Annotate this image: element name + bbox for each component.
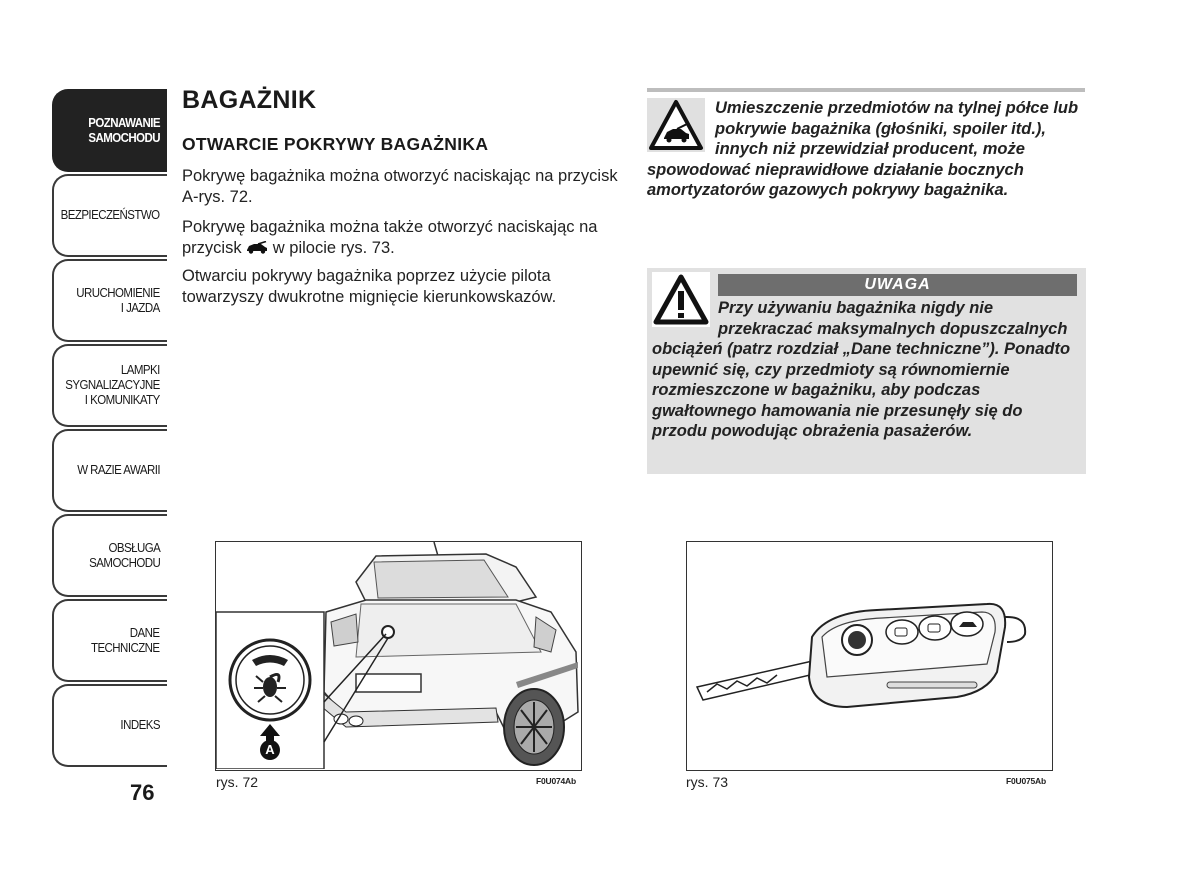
- figure-72-code: F0U074Ab: [536, 776, 576, 786]
- tab-label: DANE TECHNICZNE: [91, 625, 160, 655]
- tab-label: URUCHOMIENIE I JAZDA: [76, 285, 160, 315]
- tab-label: LAMPKI SYGNALIZACYJNE I KOMUNIKATY: [65, 363, 160, 407]
- figure-72-caption: rys. 72: [216, 774, 259, 790]
- tab-label: W RAZIE AWARII: [77, 463, 160, 477]
- marker-a-label: A: [265, 742, 275, 757]
- tab-poznawanie-samochodu[interactable]: [52, 89, 167, 172]
- divider: [647, 88, 1085, 92]
- paragraph-2: [182, 217, 622, 259]
- page-title: BAGAŻNIK: [182, 86, 317, 114]
- marker-a: [260, 740, 280, 760]
- tab-bezpieczenstwo[interactable]: [52, 174, 167, 257]
- badge-text: ABARTH: [254, 650, 286, 657]
- key-fob-illustration: [687, 542, 1051, 769]
- tab-label: POZNAWANIE SAMOCHODU: [88, 115, 160, 145]
- tab-lampki-sygnalizacyjne[interactable]: [52, 344, 167, 427]
- paragraph-2-text-b: w pilocie rys. 73.: [272, 239, 395, 257]
- note-body: Umieszczenie przedmiotów na tylnej półce lub pokrywie bagażnika (głośniki, spoiler itd.), innych niż przewidział producent, może spowodować nieprawidłowe działanie bocznych amortyzatorów gazowych pokrywy bagażnika.: [647, 99, 1079, 199]
- tab-uruchomienie-i-jazda[interactable]: [52, 259, 167, 342]
- page-number: 76: [130, 780, 155, 805]
- figure-72-car-rear: [215, 541, 582, 771]
- tab-w-razie-awarii[interactable]: [52, 429, 167, 512]
- tab-label: BEZPIECZEŃSTWO: [61, 208, 160, 222]
- tab-label: INDEKS: [120, 718, 160, 732]
- warning-text: [652, 298, 1077, 442]
- tab-label: OBSŁUGA SAMOCHODU: [88, 540, 160, 570]
- trunk-button-icon: [246, 241, 268, 254]
- note-text: [647, 98, 1087, 201]
- paragraph-2-text-a: Pokrywę bagażnika można także otworzyć naciskając na przycisk: [182, 218, 598, 257]
- section-title: OTWARCIE POKRYWY BAGAŻNIKA: [182, 134, 489, 154]
- tab-dane-techniczne[interactable]: [52, 599, 167, 682]
- figure-73-caption: rys. 73: [686, 774, 729, 790]
- tab-obsluga-samochodu[interactable]: [52, 514, 167, 597]
- figure-73-code: F0U075Ab: [1006, 776, 1046, 786]
- paragraph-1: Pokrywę bagażnika można otworzyć naciskając na przycisk A-rys. 72.: [182, 167, 618, 206]
- warning-body: Przy używaniu bagażnika nigdy nie przekraczać maksymalnych dopuszczalnych obciążeń (patrz rozdział „Dane techniczne”). Ponadto upewnić się, czy przedmioty są równomiernie rozmieszczone w bagażniku, aby podczas gwałtownego hamowania nie przesunęły się do przodu powodując obrażenia pasażerów.: [652, 299, 1071, 440]
- chapter-tabs: [52, 89, 167, 769]
- warning-header: UWAGA: [718, 274, 1077, 296]
- tab-indeks[interactable]: [52, 684, 167, 767]
- paragraph-3: Otwarciu pokrywy bagażnika poprzez użycie pilota towarzyszy dwukrotne mignięcie kierunkowskazów.: [182, 267, 557, 306]
- figure-73-key-fob: [686, 541, 1053, 771]
